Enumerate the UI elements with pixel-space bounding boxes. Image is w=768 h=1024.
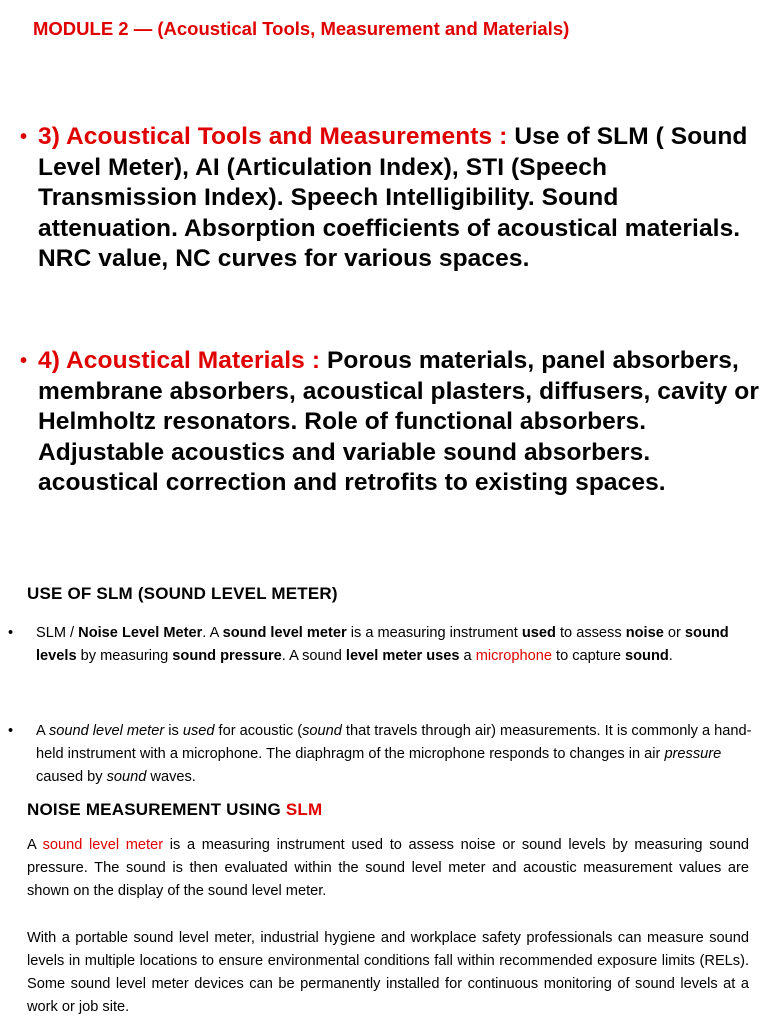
topic-heading: 4) Acoustical Materials : — [38, 347, 321, 374]
microphone-link-text: microphone — [475, 648, 552, 664]
noise-paragraph-2: With a portable sound level meter, industrial hygiene and workplace safety professionals can measure sound levels in multiple locations to ensure environmental conditions fall within recommended exposure limits (RELs). Some sound level meter devices can be permanently installed for continuous monitoring of sound levels at a work or job site. — [27, 930, 749, 1015]
noise-section-heading: NOISE MEASUREMENT USING SLM — [27, 800, 323, 819]
bullet-icon: • — [8, 723, 14, 739]
topic-heading: 3) Acoustical Tools and Measurements : — [38, 123, 508, 150]
bullet-icon: • — [8, 625, 14, 641]
topic-body: Porous materials, panel absorbers, membrane absorbers, acoustical plasters, diffusers, cavity or Helmholtz resonators. Role of functional absorbers. Adjustable acoustics and variable sound absorbers. acoustical correction and retrofits to existing spaces. — [38, 347, 759, 496]
slm-bullet-1: • SLM / Noise Level Meter. A sound level meter is a measuring instrument used to assess noise or sound levels by measuring sound pressure. A sound level meter uses a microphone to capture sound. — [8, 622, 752, 668]
topic-acoustical-materials — [20, 346, 764, 499]
slm-bullet-2: • A sound level meter is used for acoustic (sound that travels through air) measurements. It is commonly a hand-held instrument with a microphone. The diaphragm of the microphone responds to changes in air pressure caused by sound waves. — [8, 720, 752, 789]
slm-section-heading: USE OF SLM (SOUND LEVEL METER) — [27, 584, 338, 603]
noise-paragraph-1: A sound level meter is a measuring instrument used to assess noise or sound levels by measuring sound pressure. The sound is then evaluated within the sound level meter and acoustic measurement values are shown on the display of the sound level meter. — [27, 837, 749, 899]
module-title: MODULE 2 — (Acoustical Tools, Measurement and Materials) — [33, 18, 570, 39]
bullet-icon: • — [20, 350, 28, 372]
topic-tools-measurements — [20, 122, 764, 275]
bullet-icon: • — [20, 126, 28, 148]
topic-body: Use of SLM ( Sound Level Meter), AI (Articulation Index), STI (Speech Transmission Index). Speech Intelligibility. Sound attenuation. Absorption coefficients of acoustical materials. NRC value, NC curves for various spaces. — [38, 123, 748, 272]
